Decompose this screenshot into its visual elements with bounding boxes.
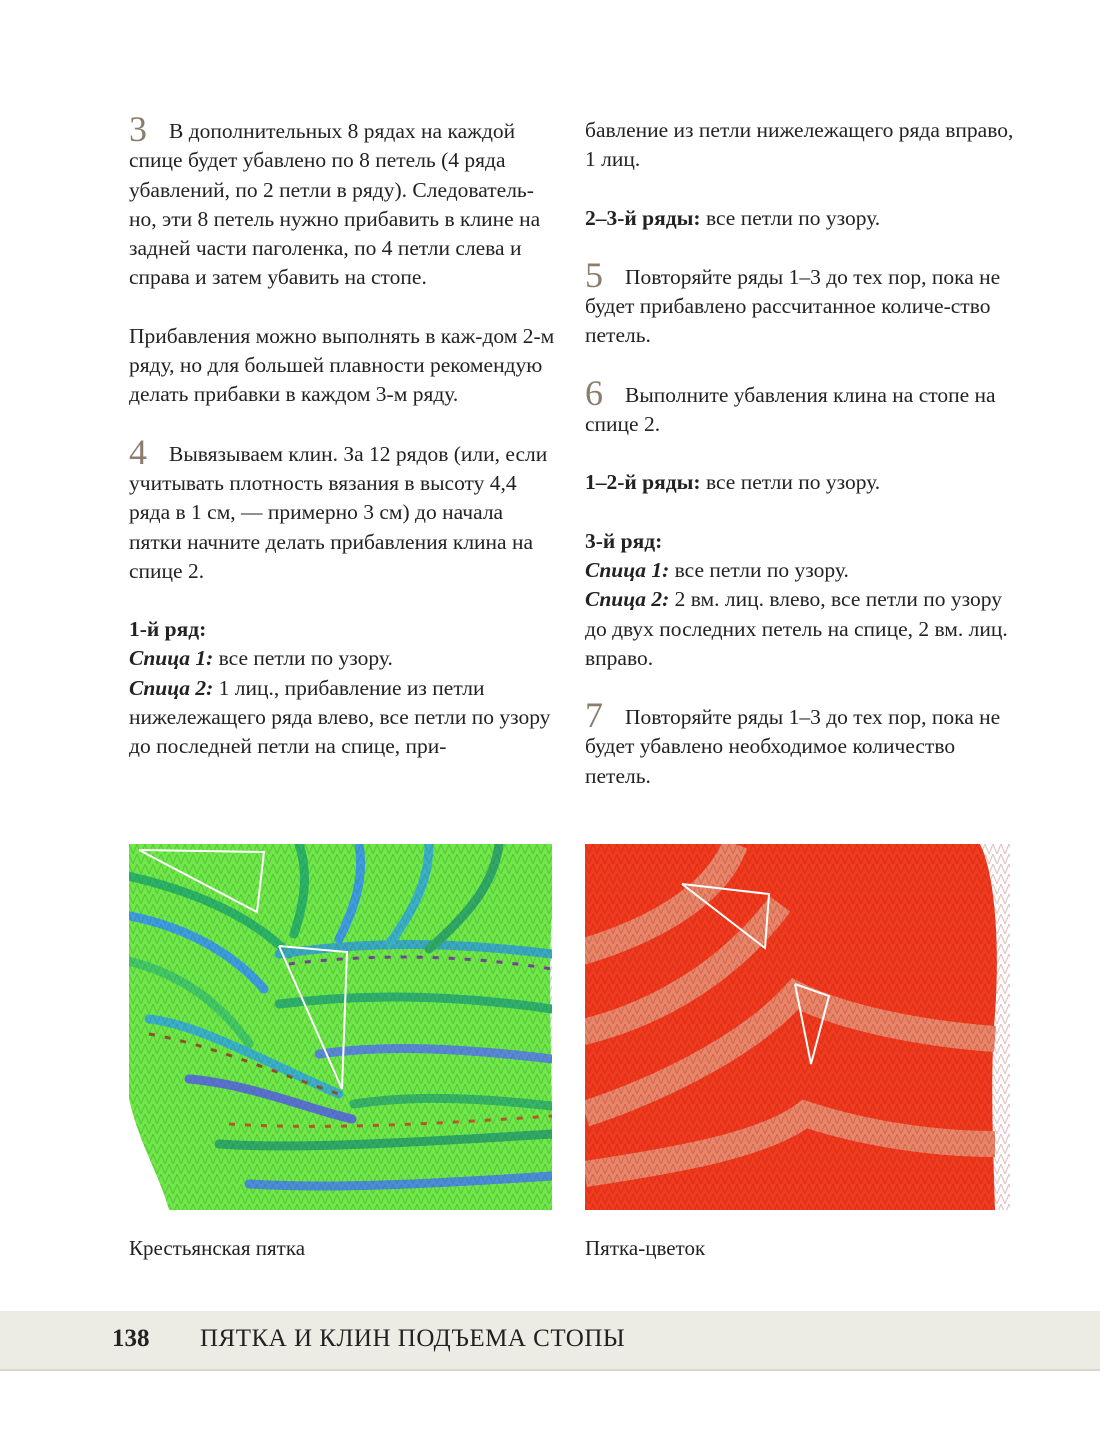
step-5 <box>585 254 1015 351</box>
needle-text: 1 лиц., прибавление из петли нижележащего ряда влево, все петли по узору до последней петли на спице, при- <box>129 675 551 759</box>
peasant-heel-photo <box>129 844 552 1210</box>
rows-text: все петли по узору. <box>700 470 881 495</box>
step-number: 4 <box>129 431 147 472</box>
needle-text: все петли по узору. <box>213 646 393 671</box>
needle-1-instruction <box>129 644 559 673</box>
row-heading: 1-й ряд: <box>129 617 207 642</box>
step-text: Повторяйте ряды 1–3 до тех пор, пока не будет убавлено необходимое количество петель. <box>585 705 1001 788</box>
section-title: ПЯТКА И КЛИН ПОДЪЕМА СТОПЫ <box>200 1325 626 1352</box>
needle-2-instruction <box>585 585 1015 673</box>
flower-heel-photo <box>585 844 1010 1210</box>
rows-label: 2–3-й ряды: <box>585 205 701 230</box>
increase-note: Прибавления можно выполнять в каж-дом 2-м ряду, но для большей плавности рекомендую делать прибавки в каждом 3-м ряду. <box>129 323 555 407</box>
right-column <box>585 116 1015 791</box>
step-number: 7 <box>585 695 603 736</box>
rows-text: все петли по узору. <box>700 205 881 230</box>
step-text: Вывязываем клин. За 12 рядов (или, если учитывать плотность вязания в высоту 4,4 ряда в 1 см, — примерно 3 см) до начала пятки начните делать прибавления клина на спице 2. <box>129 441 548 583</box>
step-text: Повторяйте ряды 1–3 до тех пор, пока не будет прибавлено рассчитанное количе-ство петель. <box>585 264 1001 348</box>
step-number: 3 <box>129 109 147 149</box>
needle-label: Спица 1: <box>585 557 670 582</box>
row-heading: 3-й ряд: <box>585 528 663 553</box>
needle-2-instruction <box>129 674 559 762</box>
rows-1-2 <box>585 468 1015 497</box>
step-4 <box>129 431 559 586</box>
needle-label: Спица 2: <box>585 587 670 612</box>
step-number: 6 <box>585 372 603 413</box>
page-number: 138 <box>112 1325 150 1352</box>
rows-label: 1–2-й ряды: <box>585 470 701 495</box>
photo-caption-left: Крестьянская пятка <box>129 1236 306 1260</box>
needle-text: все петли по узору. <box>669 557 849 582</box>
step-number: 5 <box>585 254 603 295</box>
needle-label: Спица 1: <box>129 646 214 671</box>
needle-label: Спица 2: <box>129 675 214 700</box>
rows-2-3 <box>585 204 1015 233</box>
page-footer <box>0 1311 1100 1371</box>
step-text: В дополнительных 8 рядах на каждой спице будет убавлено по 8 петель (4 ряда убавлений, по 2 петли в ряду). Следователь-но, эти 8 петель нужно прибавить в клине на задней части паголенка, по 4 петли слева и справа и затем убавить на стопе. <box>129 119 541 290</box>
step-6 <box>585 372 1015 440</box>
needle-text: 2 вм. лиц. влево, все петли по узору до двух последних петель на спице, 2 вм. лиц. вправо. <box>585 587 1008 670</box>
continuation-text: бавление из петли нижележащего ряда вправо, 1 лиц. <box>585 118 1014 172</box>
photo-caption-right: Пятка-цветок <box>585 1236 706 1260</box>
step-3 <box>129 109 559 293</box>
step-text: Выполните убавления клина на стопе на спице 2. <box>585 382 996 437</box>
left-column <box>129 109 559 762</box>
step-7 <box>585 695 1015 791</box>
needle-1-instruction <box>585 556 1015 585</box>
